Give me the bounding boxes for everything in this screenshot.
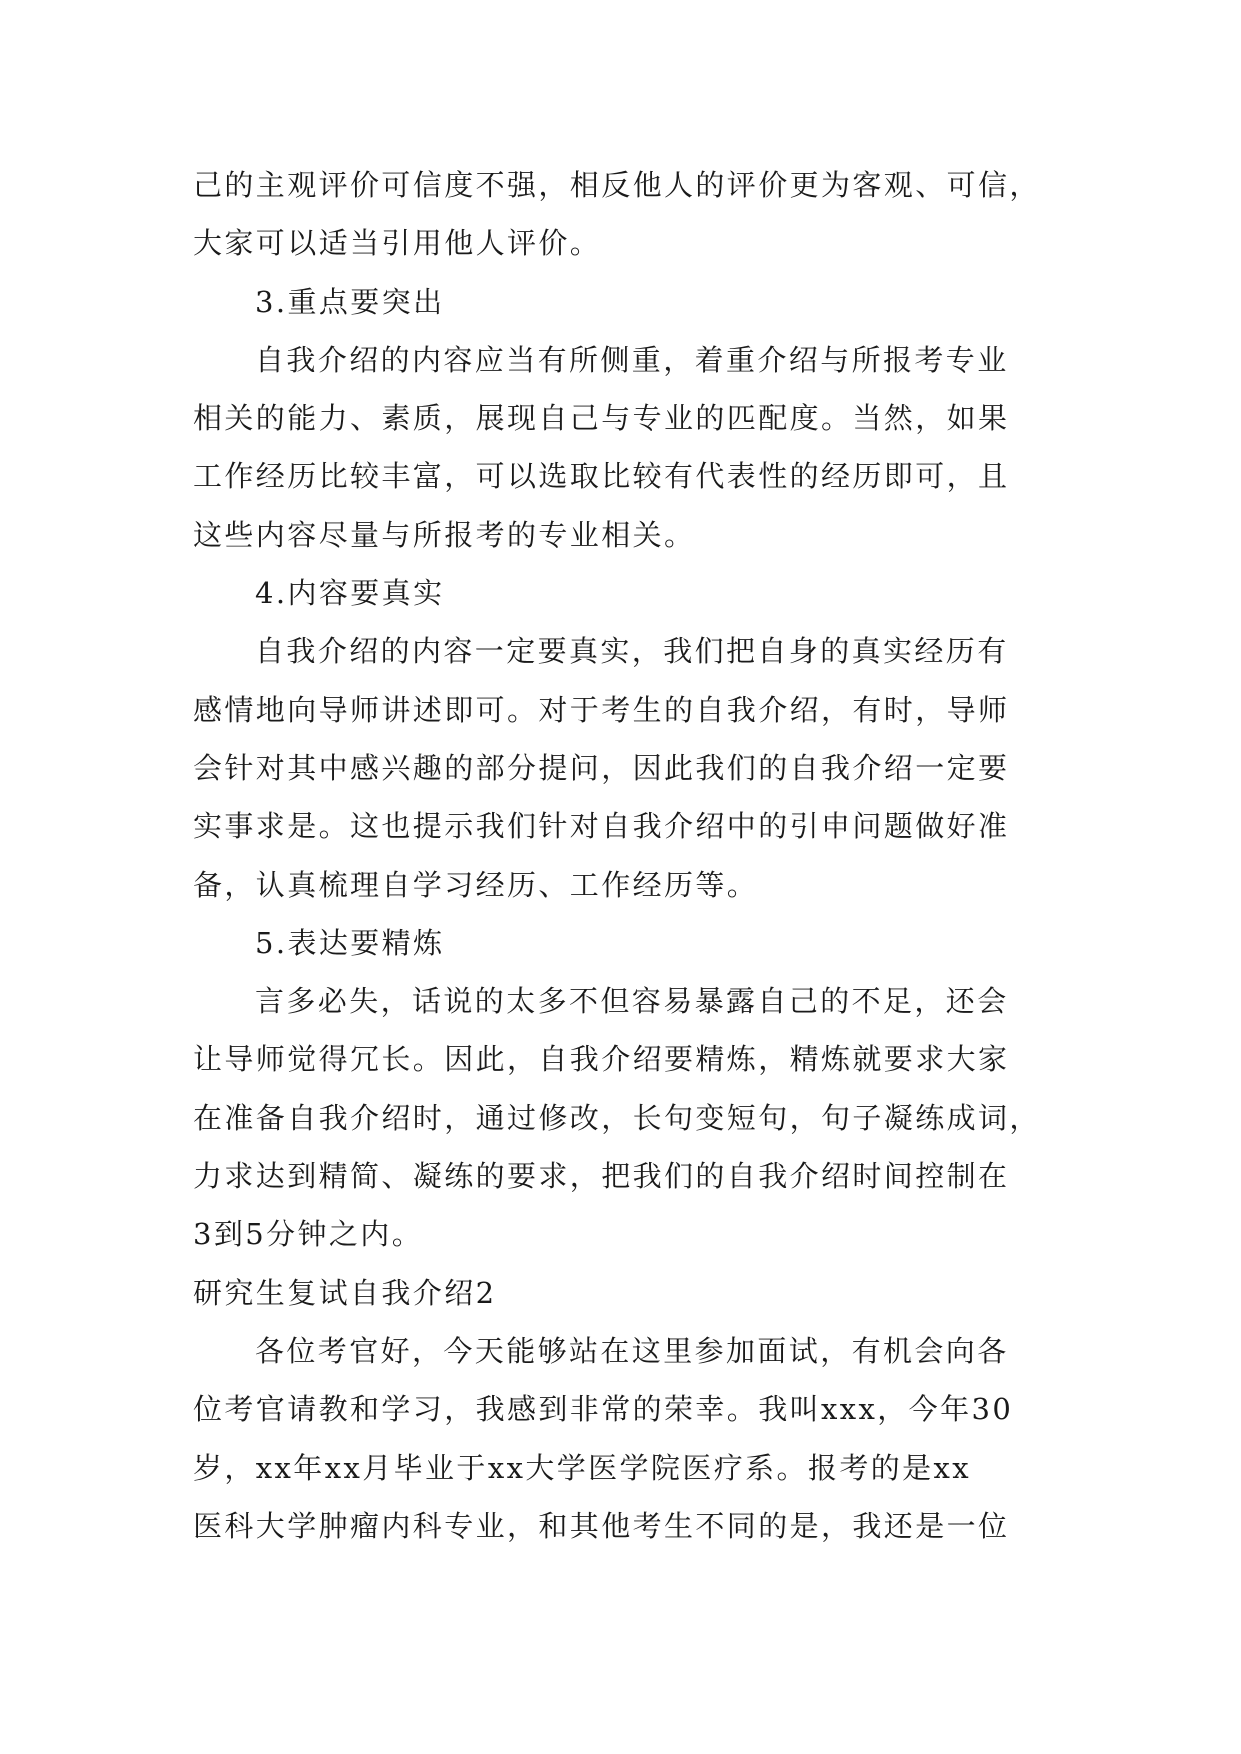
- section-heading: 4.内容要真实: [255, 576, 445, 611]
- text-line: 医科大学肿瘤内科专业，和其他考生不同的是，我还是一位: [193, 1508, 1010, 1543]
- text-line: 大家可以适当引用他人评价。: [193, 226, 602, 261]
- text-line: 各位考官好，今天能够站在这里参加面试，有机会向各: [255, 1333, 1009, 1368]
- text-line: 实事求是。这也提示我们针对自我介绍中的引申问题做好准: [193, 809, 1010, 844]
- text-line: 感情地向导师讲述即可。对于考生的自我介绍，有时，导师: [193, 692, 1010, 727]
- text-line: 备，认真梳理自学习经历、工作经历等。: [193, 867, 759, 902]
- text-line: 会针对其中感兴趣的部分提问，因此我们的自我介绍一定要: [193, 750, 1010, 785]
- text-line: 相关的能力、素质，展现自己与专业的匹配度。当然，如果: [193, 401, 1010, 436]
- text-line: 在准备自我介绍时，通过修改，长句变短句，句子凝练成词，: [193, 1100, 1041, 1135]
- text-line: 言多必失，话说的太多不但容易暴露自己的不足，还会: [255, 984, 1009, 1019]
- text-line: 岁，xx年xx月毕业于xx大学医学院医疗系。报考的是xx: [193, 1450, 972, 1485]
- text-line: 自我介绍的内容应当有所侧重，着重介绍与所报考专业: [255, 342, 1009, 377]
- text-line: 工作经历比较丰富，可以选取比较有代表性的经历即可，且: [193, 459, 1010, 494]
- text-line: 位考官请教和学习，我感到非常的荣幸。我叫xxx，今年30: [193, 1392, 1014, 1427]
- section-heading: 3.重点要突出: [255, 284, 445, 319]
- text-line: 己的主观评价可信度不强，相反他人的评价更为客观、可信，: [193, 168, 1041, 202]
- text-line: 力求达到精简、凝练的要求，把我们的自我介绍时间控制在: [193, 1159, 1010, 1194]
- section-heading: 5.表达要精炼: [255, 925, 445, 960]
- document-body: [193, 156, 1053, 1555]
- article-title: 研究生复试自我介绍2: [193, 1275, 497, 1310]
- text-line: 自我介绍的内容一定要真实，我们把自身的真实经历有: [255, 634, 1009, 669]
- text-line: 3到5分钟之内。: [193, 1217, 424, 1252]
- text-line: 这些内容尽量与所报考的专业相关。: [193, 517, 696, 552]
- text-line: 让导师觉得冗长。因此，自我介绍要精炼，精炼就要求大家: [193, 1042, 1010, 1077]
